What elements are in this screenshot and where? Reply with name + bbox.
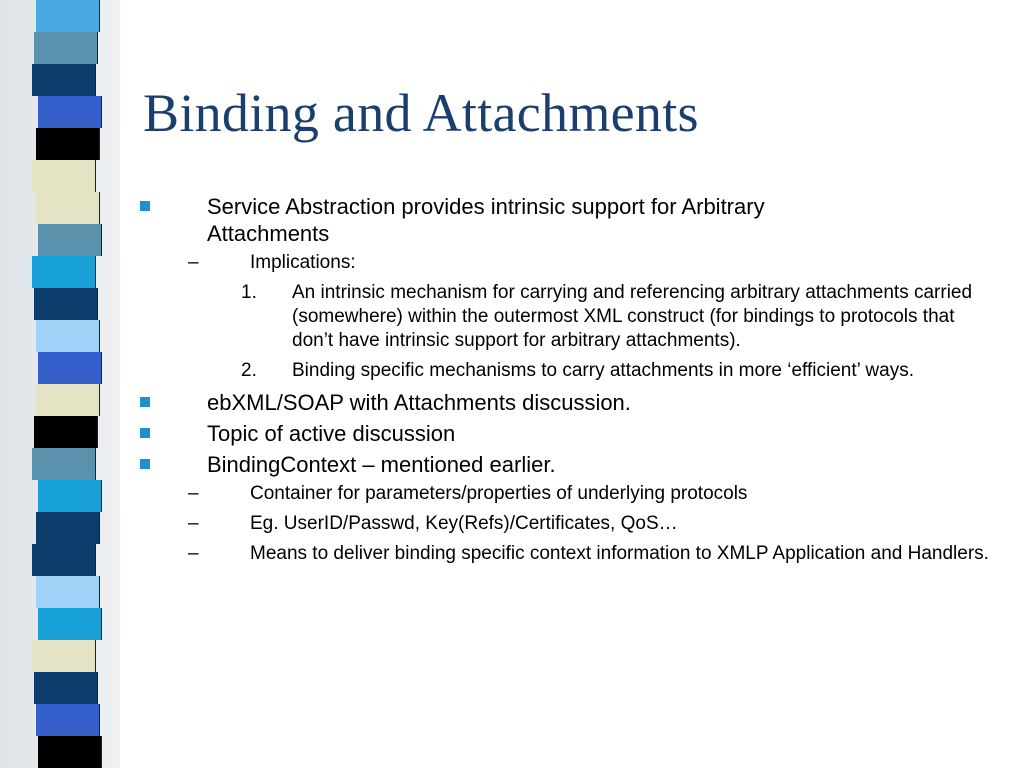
slide-body bbox=[140, 193, 1000, 572]
sub-bullet-text: Container for parameters/properties of underlying protocols bbox=[250, 483, 748, 504]
strip-segment bbox=[32, 64, 96, 96]
strip-segment bbox=[36, 0, 100, 32]
strip-segment bbox=[38, 224, 102, 256]
strip-segment bbox=[36, 128, 100, 160]
decorative-color-strip bbox=[34, 0, 98, 768]
square-bullet-icon bbox=[140, 428, 150, 438]
strip-segment bbox=[38, 736, 102, 768]
item-number: 1. bbox=[241, 282, 257, 303]
square-bullet-icon bbox=[140, 201, 150, 211]
strip-segment bbox=[32, 448, 96, 480]
numbered-item-text: Binding specific mechanisms to carry attachments in more ‘efficient’ ways. bbox=[292, 360, 914, 381]
strip-segment bbox=[36, 704, 100, 736]
bullet-item bbox=[140, 389, 1000, 416]
item-number: 2. bbox=[241, 360, 257, 381]
strip-segment bbox=[36, 512, 100, 544]
strip-segment bbox=[32, 160, 96, 192]
dash-marker: – bbox=[188, 483, 199, 504]
strip-segment bbox=[38, 608, 102, 640]
numbered-item bbox=[140, 359, 1000, 383]
numbered-item-text: An intrinsic mechanism for carrying and referencing arbitrary attachments carried (somewhere) within the outermost XML construct (for bindings to protocols that don’t have intrinsic support for arbitrary attachments). bbox=[292, 282, 973, 351]
strip-segment bbox=[38, 352, 102, 384]
bullet-text: ebXML/SOAP with Attachments discussion. bbox=[207, 390, 631, 415]
dash-marker: – bbox=[188, 543, 199, 564]
bullet-item bbox=[140, 451, 1000, 478]
sub-bullet-text: Implications: bbox=[250, 252, 356, 273]
strip-segment bbox=[34, 32, 98, 64]
sub-bullet-item bbox=[140, 512, 1000, 536]
sub-bullet-item bbox=[140, 482, 1000, 506]
strip-segment bbox=[36, 576, 100, 608]
strip-segment bbox=[34, 416, 98, 448]
square-bullet-icon bbox=[140, 459, 150, 469]
dash-marker: – bbox=[188, 252, 199, 273]
strip-segment bbox=[38, 480, 102, 512]
sub-bullet-text: Eg. UserID/Passwd, Key(Refs)/Certificates, QoS… bbox=[250, 513, 678, 534]
bullet-item bbox=[140, 193, 1000, 247]
strip-segment bbox=[32, 544, 96, 576]
sub-bullet-item bbox=[140, 542, 1000, 566]
dash-marker: – bbox=[188, 513, 199, 534]
numbered-item bbox=[140, 281, 1000, 353]
sub-bullet-item bbox=[140, 251, 1000, 275]
strip-segment bbox=[36, 192, 100, 224]
square-bullet-icon bbox=[140, 397, 150, 407]
strip-segment bbox=[36, 320, 100, 352]
strip-segment bbox=[34, 672, 98, 704]
strip-segment bbox=[36, 384, 100, 416]
bullet-text: Service Abstraction provides intrinsic support for Arbitrary Attachments bbox=[207, 194, 765, 246]
strip-segment bbox=[38, 96, 102, 128]
strip-segment bbox=[32, 256, 96, 288]
strip-segment bbox=[32, 640, 96, 672]
bullet-text: Topic of active discussion bbox=[207, 421, 456, 446]
sub-bullet-text: Means to deliver binding specific context information to XMLP Application and Handlers. bbox=[250, 543, 989, 564]
bullet-text: BindingContext – mentioned earlier. bbox=[207, 452, 556, 477]
slide-title: Binding and Attachments bbox=[143, 83, 699, 143]
strip-segment bbox=[34, 288, 98, 320]
bullet-item bbox=[140, 420, 1000, 447]
